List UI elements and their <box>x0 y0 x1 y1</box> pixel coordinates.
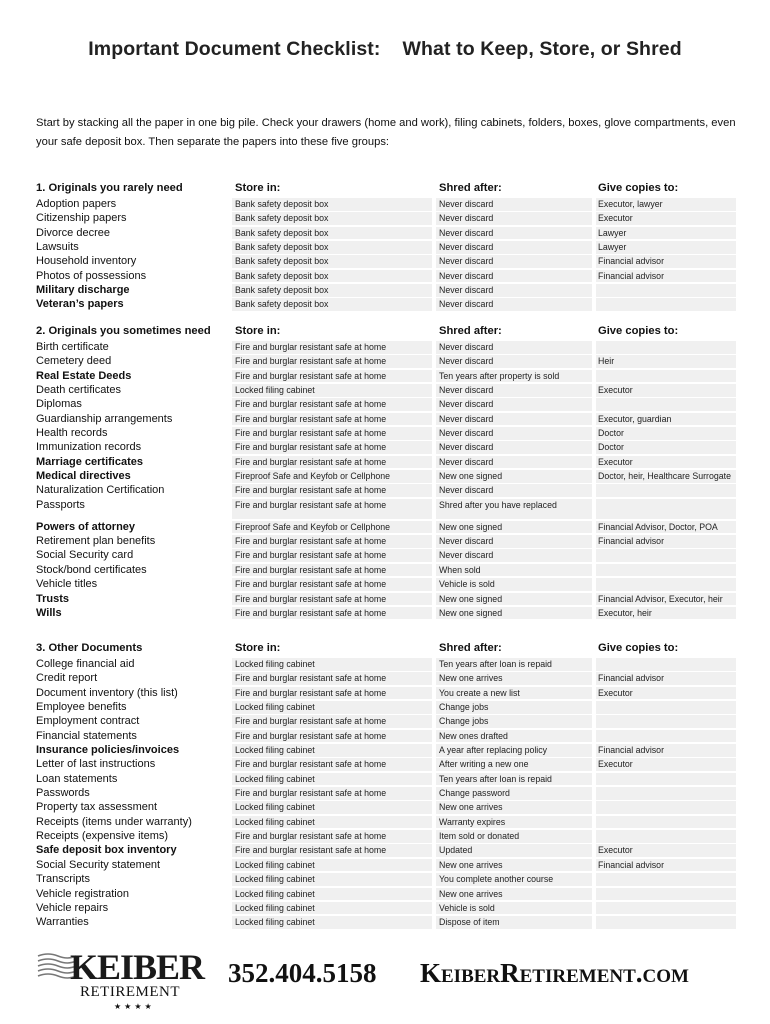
document-name: Retirement plan benefits <box>36 535 156 548</box>
table-row <box>36 577 736 591</box>
shred-condition: Shred after you have replaced <box>439 499 557 510</box>
column-header-give: Give copies to: <box>598 182 679 194</box>
table-row <box>36 412 736 426</box>
copy-recipients: Heir <box>598 356 615 367</box>
cell-background <box>596 370 736 383</box>
section-header <box>36 182 736 197</box>
store-location: Fire and burglar resistant safe at home <box>235 536 387 547</box>
cell-background <box>596 355 736 368</box>
copy-recipients: Executor <box>598 845 633 856</box>
document-name: Insurance policies/invoices <box>36 744 180 757</box>
shred-condition: Never discard <box>439 399 494 410</box>
document-name: College financial aid <box>36 658 135 670</box>
footer <box>36 948 756 1018</box>
document-name: Birth certificate <box>36 341 109 353</box>
shred-condition: Never discard <box>439 285 494 296</box>
column-header-store: Store in: <box>235 182 281 194</box>
store-location: Fire and burglar resistant safe at home <box>235 499 387 510</box>
table-row <box>36 283 736 297</box>
table-row <box>36 426 736 440</box>
logo-stars: ★★★★ <box>114 1002 155 1011</box>
table-row <box>36 915 736 929</box>
shred-condition: New one signed <box>439 593 503 604</box>
table-row <box>36 197 736 211</box>
store-location: Fireproof Safe and Keyfob or Cellphone <box>235 521 391 532</box>
store-location: Bank safety deposit box <box>235 213 329 224</box>
copy-recipients: Doctor <box>598 442 624 453</box>
table-row <box>36 548 736 562</box>
document-name: Employment contract <box>36 715 140 728</box>
store-location: Fire and burglar resistant safe at home <box>235 593 387 604</box>
table-row <box>36 606 736 620</box>
document-name: Receipts (expensive items) <box>36 830 169 843</box>
shred-condition: Never discard <box>439 213 494 224</box>
copy-recipients: Doctor <box>598 428 624 439</box>
store-location: Fire and burglar resistant safe at home <box>235 370 387 381</box>
store-location: Fire and burglar resistant safe at home <box>235 564 387 575</box>
table-row <box>36 592 736 606</box>
table-row <box>36 297 736 311</box>
store-location: Locked filing cabinet <box>235 874 315 885</box>
shred-condition: Never discard <box>439 356 494 367</box>
cell-background <box>596 549 736 562</box>
table-row <box>36 269 736 283</box>
document-name: Adoption papers <box>36 198 117 210</box>
document-name: Warranties <box>36 916 89 929</box>
document-name: Household inventory <box>36 255 137 268</box>
table-row <box>36 455 736 469</box>
shred-condition: Change jobs <box>439 716 489 727</box>
table-row <box>36 757 736 771</box>
table-row <box>36 240 736 254</box>
store-location: Fire and burglar resistant safe at home <box>235 456 387 467</box>
table-row <box>36 772 736 786</box>
copy-recipients: Financial advisor <box>598 256 665 267</box>
document-name: Loan statements <box>36 772 118 785</box>
table-row <box>36 843 736 857</box>
shred-condition: Change jobs <box>439 702 489 713</box>
store-location: Locked filing cabinet <box>235 859 315 870</box>
store-location: Locked filing cabinet <box>235 802 315 813</box>
shred-condition: A year after replacing policy <box>439 745 548 756</box>
document-name: Document inventory (this list) <box>36 686 178 699</box>
document-name: Immunization records <box>36 441 142 454</box>
store-location: Fire and burglar resistant safe at home <box>235 485 387 496</box>
store-location: Fire and burglar resistant safe at home <box>235 607 387 618</box>
shred-condition: Ten years after property is sold <box>439 370 560 381</box>
copy-recipients: Doctor, heir, Healthcare Surrogate <box>598 471 732 482</box>
cell-background <box>596 701 736 714</box>
shred-condition: Vehicle is sold <box>439 579 495 590</box>
store-location: Locked filing cabinet <box>235 702 315 713</box>
shred-condition: New one arrives <box>439 859 503 870</box>
copy-recipients: Executor <box>598 213 633 224</box>
cell-background <box>596 658 736 671</box>
table-row <box>36 657 736 671</box>
store-location: Fire and burglar resistant safe at home <box>235 442 387 453</box>
copy-recipients: Executor, guardian <box>598 413 672 424</box>
column-header-give: Give copies to: <box>598 325 679 337</box>
section-heading: 3. Other Documents <box>36 642 143 654</box>
copy-recipients: Lawyer <box>598 227 627 238</box>
phone-number: 352.404.5158 <box>228 958 377 988</box>
store-location: Locked filing cabinet <box>235 745 315 756</box>
cell-background <box>596 916 736 929</box>
document-name: Vehicle titles <box>36 578 98 591</box>
cell-background <box>596 873 736 886</box>
table-row <box>36 700 736 714</box>
table-row <box>36 714 736 728</box>
shred-condition: Never discard <box>439 413 494 424</box>
store-location: Fire and burglar resistant safe at home <box>235 730 387 741</box>
store-location: Fire and burglar resistant safe at home <box>235 413 387 424</box>
document-name: Death certificates <box>36 384 121 397</box>
shred-condition: Never discard <box>439 199 494 209</box>
shred-condition: New one arrives <box>439 673 503 684</box>
document-name: Real Estate Deeds <box>36 369 132 382</box>
shred-condition: Updated <box>439 845 473 856</box>
column-header-shred: Shred after: <box>439 642 502 654</box>
store-location: Fire and burglar resistant safe at home <box>235 579 387 590</box>
document-name: Trusts <box>36 592 70 605</box>
table-row <box>36 498 736 520</box>
shred-condition: Change password <box>439 788 510 799</box>
section-other-documents <box>36 642 736 930</box>
shred-condition: Never discard <box>439 485 494 496</box>
shred-condition: New one arrives <box>439 802 503 813</box>
store-location: Locked filing cabinet <box>235 659 315 669</box>
section-header <box>36 325 736 340</box>
table-row <box>36 369 736 383</box>
document-name: Military discharge <box>36 284 130 297</box>
table-row <box>36 483 736 497</box>
shred-condition: Ten years after loan is repaid <box>439 659 552 669</box>
shred-condition: New ones drafted <box>439 730 508 741</box>
section-heading: 2. Originals you sometimes need <box>36 325 211 337</box>
shred-condition: Never discard <box>439 256 494 267</box>
cell-background <box>596 499 736 519</box>
store-location: Bank safety deposit box <box>235 299 329 310</box>
page-title: Important Document Checklist: What to Keep, Store, or Shred <box>88 38 682 60</box>
shred-condition: Dispose of item <box>439 917 500 928</box>
store-location: Fire and burglar resistant safe at home <box>235 716 387 727</box>
column-header-store: Store in: <box>235 325 281 337</box>
cell-background <box>596 787 736 800</box>
section-heading: 1. Originals you rarely need <box>36 182 183 194</box>
cell-background <box>596 484 736 497</box>
shred-condition: Never discard <box>439 442 494 453</box>
cell-background <box>596 730 736 743</box>
table-row <box>36 858 736 872</box>
store-location: Fire and burglar resistant safe at home <box>235 788 387 799</box>
shred-condition: Warranty expires <box>439 816 506 827</box>
table-row <box>36 520 736 534</box>
document-name: Photos of possessions <box>36 269 147 282</box>
column-header-give: Give copies to: <box>598 642 679 654</box>
cell-background <box>596 816 736 829</box>
cell-background <box>596 715 736 728</box>
shred-condition: When sold <box>439 564 481 575</box>
logo-subtitle: RETIREMENT <box>80 984 180 1000</box>
table-row <box>36 815 736 829</box>
table-row <box>36 469 736 483</box>
store-location: Fire and burglar resistant safe at home <box>235 356 387 367</box>
shred-condition: You create a new list <box>439 687 520 698</box>
column-header-shred: Shred after: <box>439 325 502 337</box>
table-row <box>36 786 736 800</box>
shred-condition: Never discard <box>439 385 494 396</box>
document-name: Lawsuits <box>36 241 79 254</box>
shred-condition: New one signed <box>439 521 503 532</box>
table-row <box>36 534 736 548</box>
shred-condition: Never discard <box>439 227 494 238</box>
column-header-store: Store in: <box>235 642 281 654</box>
cell-background <box>596 888 736 901</box>
table-row <box>36 686 736 700</box>
store-location: Fire and burglar resistant safe at home <box>235 687 387 698</box>
copy-recipients: Financial advisor <box>598 270 665 281</box>
document-name: Social Security card <box>36 549 134 562</box>
store-location: Locked filing cabinet <box>235 917 315 928</box>
store-location: Bank safety deposit box <box>235 270 329 281</box>
store-location: Locked filing cabinet <box>235 773 315 784</box>
table-row <box>36 440 736 454</box>
copy-recipients: Lawyer <box>598 242 627 253</box>
document-name: Diplomas <box>36 398 82 411</box>
table-row <box>36 887 736 901</box>
document-name: Marriage certificates <box>36 455 143 468</box>
store-location: Bank safety deposit box <box>235 227 329 238</box>
document-name: Property tax assessment <box>36 801 158 814</box>
cell-background <box>596 578 736 591</box>
document-name: Health records <box>36 427 108 440</box>
shred-condition: New one arrives <box>439 888 503 899</box>
shred-condition: Never discard <box>439 428 494 439</box>
store-location: Fire and burglar resistant safe at home <box>235 428 387 439</box>
store-location: Fire and burglar resistant safe at home <box>235 673 387 684</box>
copy-recipients: Financial advisor <box>598 859 665 870</box>
document-name: Cemetery deed <box>36 355 112 368</box>
store-location: Locked filing cabinet <box>235 902 315 913</box>
copy-recipients: Financial Advisor, Doctor, POA <box>598 521 718 532</box>
copy-recipients: Financial advisor <box>598 745 665 756</box>
cell-background <box>596 902 736 915</box>
document-name: Transcripts <box>36 873 90 886</box>
table-row <box>36 872 736 886</box>
section-rarely-need <box>36 182 736 312</box>
cell-background <box>596 341 736 354</box>
store-location: Locked filing cabinet <box>235 816 315 827</box>
cell-background <box>596 830 736 843</box>
store-location: Fire and burglar resistant safe at home <box>235 845 387 856</box>
document-name: Passports <box>36 498 85 511</box>
copy-recipients: Financial Advisor, Executor, heir <box>598 593 723 604</box>
store-location: Locked filing cabinet <box>235 888 315 899</box>
shred-condition: Never discard <box>439 270 494 281</box>
table-row <box>36 383 736 397</box>
document-name: Guardianship arrangements <box>36 412 173 425</box>
table-row <box>36 397 736 411</box>
table-row <box>36 829 736 843</box>
cell-background <box>596 564 736 577</box>
copy-recipients: Executor, heir <box>598 607 652 618</box>
table-row <box>36 226 736 240</box>
document-name: Wills <box>36 606 62 619</box>
document-name: Veteran’s papers <box>36 298 124 311</box>
copy-recipients: Executor <box>598 759 633 770</box>
document-name: Stock/bond certificates <box>36 563 147 576</box>
document-name: Vehicle registration <box>36 887 129 900</box>
table-row <box>36 211 736 225</box>
copy-recipients: Executor <box>598 385 633 396</box>
shred-condition: Never discard <box>439 456 494 467</box>
table-row <box>36 800 736 814</box>
document-name: Financial statements <box>36 729 137 742</box>
store-location: Fire and burglar resistant safe at home <box>235 399 387 410</box>
store-location: Fire and burglar resistant safe at home <box>235 550 387 561</box>
shred-condition: Ten years after loan is repaid <box>439 773 552 784</box>
document-name: Letter of last instructions <box>36 758 156 771</box>
table-row <box>36 563 736 577</box>
intro-text: Start by stacking all the paper in one big pile. Check your drawers (home and work), filing cabinets, folders, boxes, glove compartments, even your safe deposit box. Then separate the papers into these five groups: <box>36 117 736 148</box>
document-name: Vehicle repairs <box>36 901 109 914</box>
copy-recipients: Executor <box>598 687 633 698</box>
document-name: Divorce decree <box>36 226 110 239</box>
table-row <box>36 340 736 354</box>
document-name: Credit report <box>36 672 98 685</box>
table-row <box>36 671 736 685</box>
document-name: Powers of attorney <box>36 520 136 533</box>
document-name: Medical directives <box>36 470 131 483</box>
shred-condition: After writing a new one <box>439 759 529 770</box>
store-location: Fireproof Safe and Keyfob or Cellphone <box>235 471 391 482</box>
store-location: Bank safety deposit box <box>235 199 329 209</box>
store-location: Bank safety deposit box <box>235 285 329 296</box>
cell-background <box>596 298 736 311</box>
logo-wordmark: KEIBER <box>70 947 205 987</box>
document-name: Naturalization Certification <box>36 484 165 497</box>
store-location: Fire and burglar resistant safe at home <box>235 759 387 770</box>
shred-condition: Never discard <box>439 550 494 561</box>
shred-condition: Never discard <box>439 342 494 352</box>
table-row <box>36 729 736 743</box>
column-header-shred: Shred after: <box>439 182 502 194</box>
table-row <box>36 254 736 268</box>
store-location: Locked filing cabinet <box>235 385 315 396</box>
cell-background <box>596 398 736 411</box>
shred-condition: Never discard <box>439 299 494 310</box>
cell-background <box>596 801 736 814</box>
store-location: Fire and burglar resistant safe at home <box>235 342 387 352</box>
copy-recipients: Executor <box>598 456 633 467</box>
website-link[interactable]: KeiberRetirement.com <box>420 958 689 988</box>
document-name: Social Security statement <box>36 858 161 871</box>
section-header <box>36 642 736 657</box>
copy-recipients: Financial advisor <box>598 536 665 547</box>
table-row <box>36 743 736 757</box>
shred-condition: Never discard <box>439 242 494 253</box>
table-row <box>36 354 736 368</box>
document-name: Citizenship papers <box>36 212 127 225</box>
document-name: Employee benefits <box>36 701 127 714</box>
shred-condition: Item sold or donated <box>439 831 520 842</box>
shred-condition: Vehicle is sold <box>439 902 495 913</box>
shred-condition: New one signed <box>439 471 503 482</box>
document-name: Passwords <box>36 787 90 800</box>
copy-recipients: Financial advisor <box>598 673 665 684</box>
shred-condition: New one signed <box>439 607 503 618</box>
copy-recipients: Executor, lawyer <box>598 199 663 209</box>
store-location: Bank safety deposit box <box>235 256 329 267</box>
document-name: Receipts (items under warranty) <box>36 815 192 828</box>
store-location: Fire and burglar resistant safe at home <box>235 831 387 842</box>
document-name: Safe deposit box inventory <box>36 844 177 857</box>
shred-condition: You complete another course <box>439 874 554 885</box>
section-sometimes-need <box>36 325 736 620</box>
shred-condition: Never discard <box>439 536 494 547</box>
store-location: Bank safety deposit box <box>235 242 329 253</box>
cell-background <box>596 773 736 786</box>
cell-background <box>596 284 736 297</box>
table-row <box>36 901 736 915</box>
